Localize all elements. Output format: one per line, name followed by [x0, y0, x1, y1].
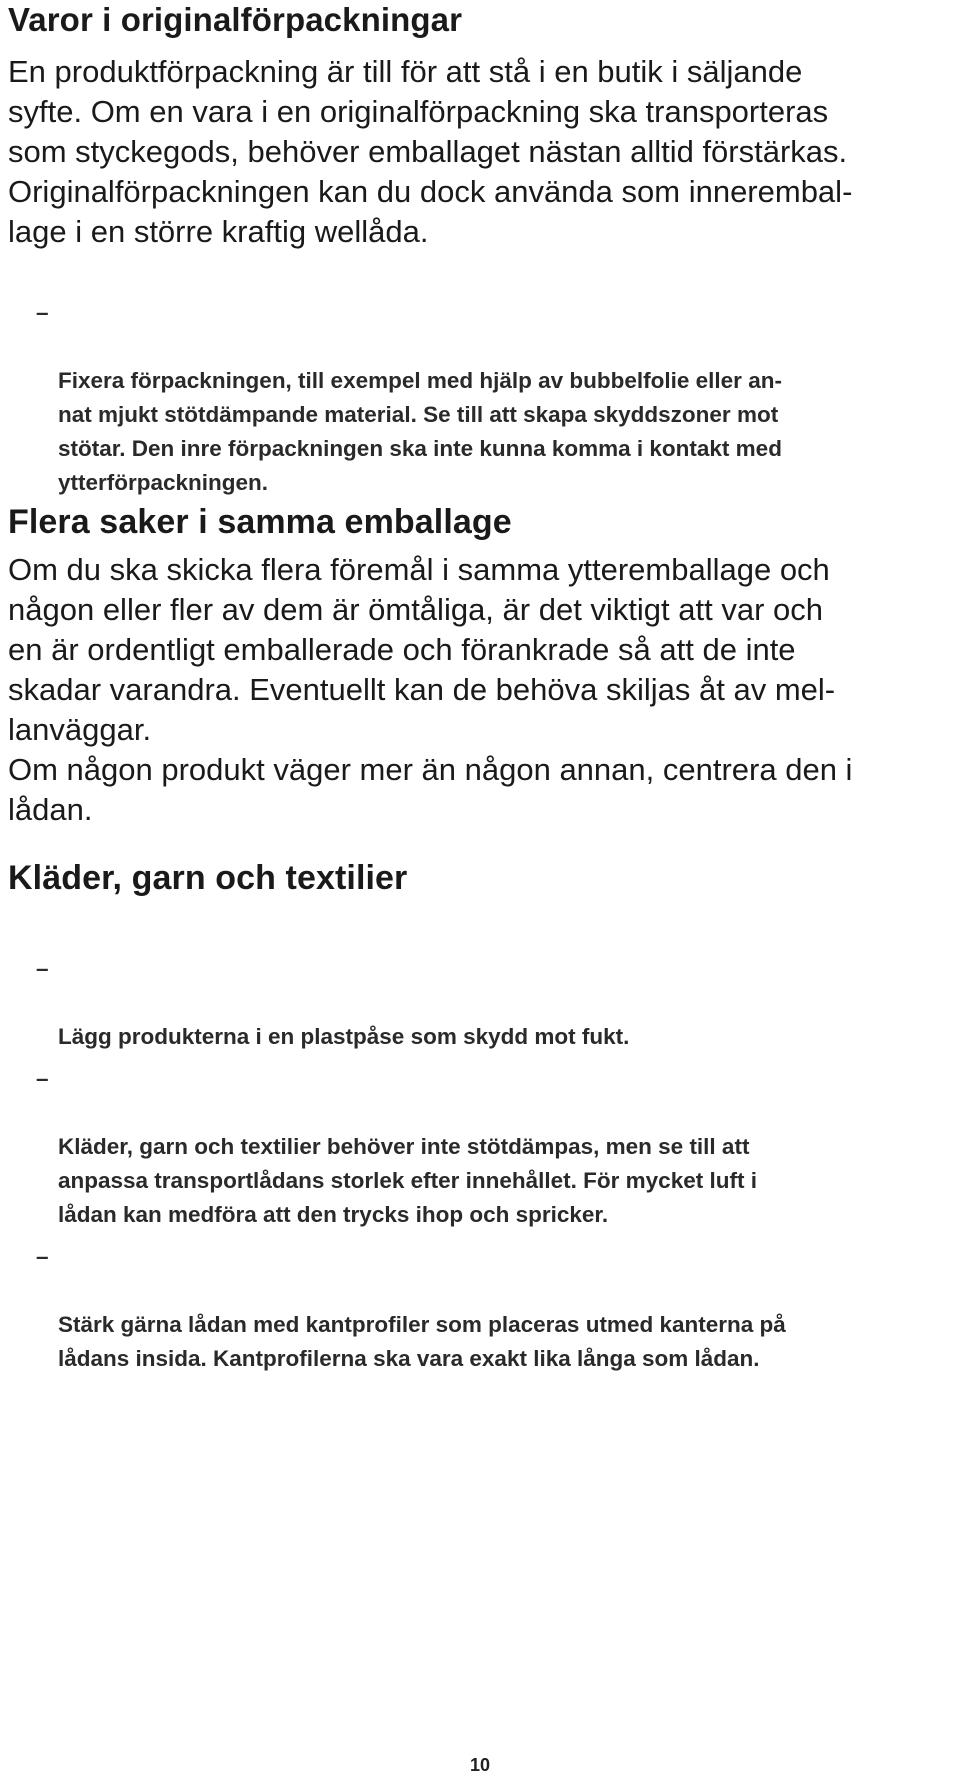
list-item — [8, 952, 938, 1054]
paragraph-flera-foremal: Om du ska skicka flera föremål i samma ytteremballage och någon eller fler av dem är ömtåliga, är det viktigt att var och en är ordentligt emballerade och förankrade så att de inte skadar varandra. Eventuellt kan de behöva skiljas åt av mel- lanväggar. — [8, 552, 836, 747]
dash-marker: – — [36, 300, 49, 325]
dash-marker: – — [36, 1066, 49, 1091]
heading-varor-i-originalforpackningar: Varor i originalförpackningar — [8, 1, 463, 38]
list-item-text: Stärk gärna lådan med kantprofiler som placeras utmed kanterna på lådans insida. Kantprofilerna ska vara exakt lika långa som lådan. — [58, 1312, 786, 1371]
bullet-list-originalforpackning — [8, 296, 938, 500]
list-item — [8, 1240, 938, 1376]
dash-marker: – — [36, 956, 49, 981]
list-item — [8, 296, 938, 500]
list-item-text: Lägg produkterna i en plastpåse som skydd mot fukt. — [58, 1024, 630, 1049]
page-number: 10 — [469, 1755, 491, 1775]
paragraph-centrera: Om någon produkt väger mer än någon annan, centrera den i lådan. — [8, 752, 853, 827]
list-item-text: Fixera förpackningen, till exempel med hjälp av bubbelfolie eller an- nat mjukt stötdämpande material. Se till att skapa skyddszoner mot stötar. Den inre förpackningen ska inte kunna komma i kontakt med ytterförpackningen. — [58, 368, 782, 495]
heading-flera-saker: Flera saker i samma emballage — [8, 503, 512, 541]
list-item-text: Kläder, garn och textilier behöver inte stötdämpas, men se till att anpassa transportlådans storlek efter innehållet. För mycket luft i lådan kan medföra att den trycks ihop och spricker. — [58, 1134, 757, 1227]
dash-marker: – — [36, 1244, 49, 1269]
list-item — [8, 1062, 938, 1232]
bullet-list-textilier — [8, 952, 938, 1376]
paragraph-originalforpackning: En produktförpackning är till för att stå i en butik i säljande syfte. Om en vara i en originalförpackning ska transporteras som styckegods, behöver emballaget nästan alltid förstärkas. Originalförpackningen kan du dock använda som innerembal- lage i en större kraftig wellåda. — [8, 54, 853, 249]
heading-klader-garn-textilier: Kläder, garn och textilier — [8, 859, 408, 897]
